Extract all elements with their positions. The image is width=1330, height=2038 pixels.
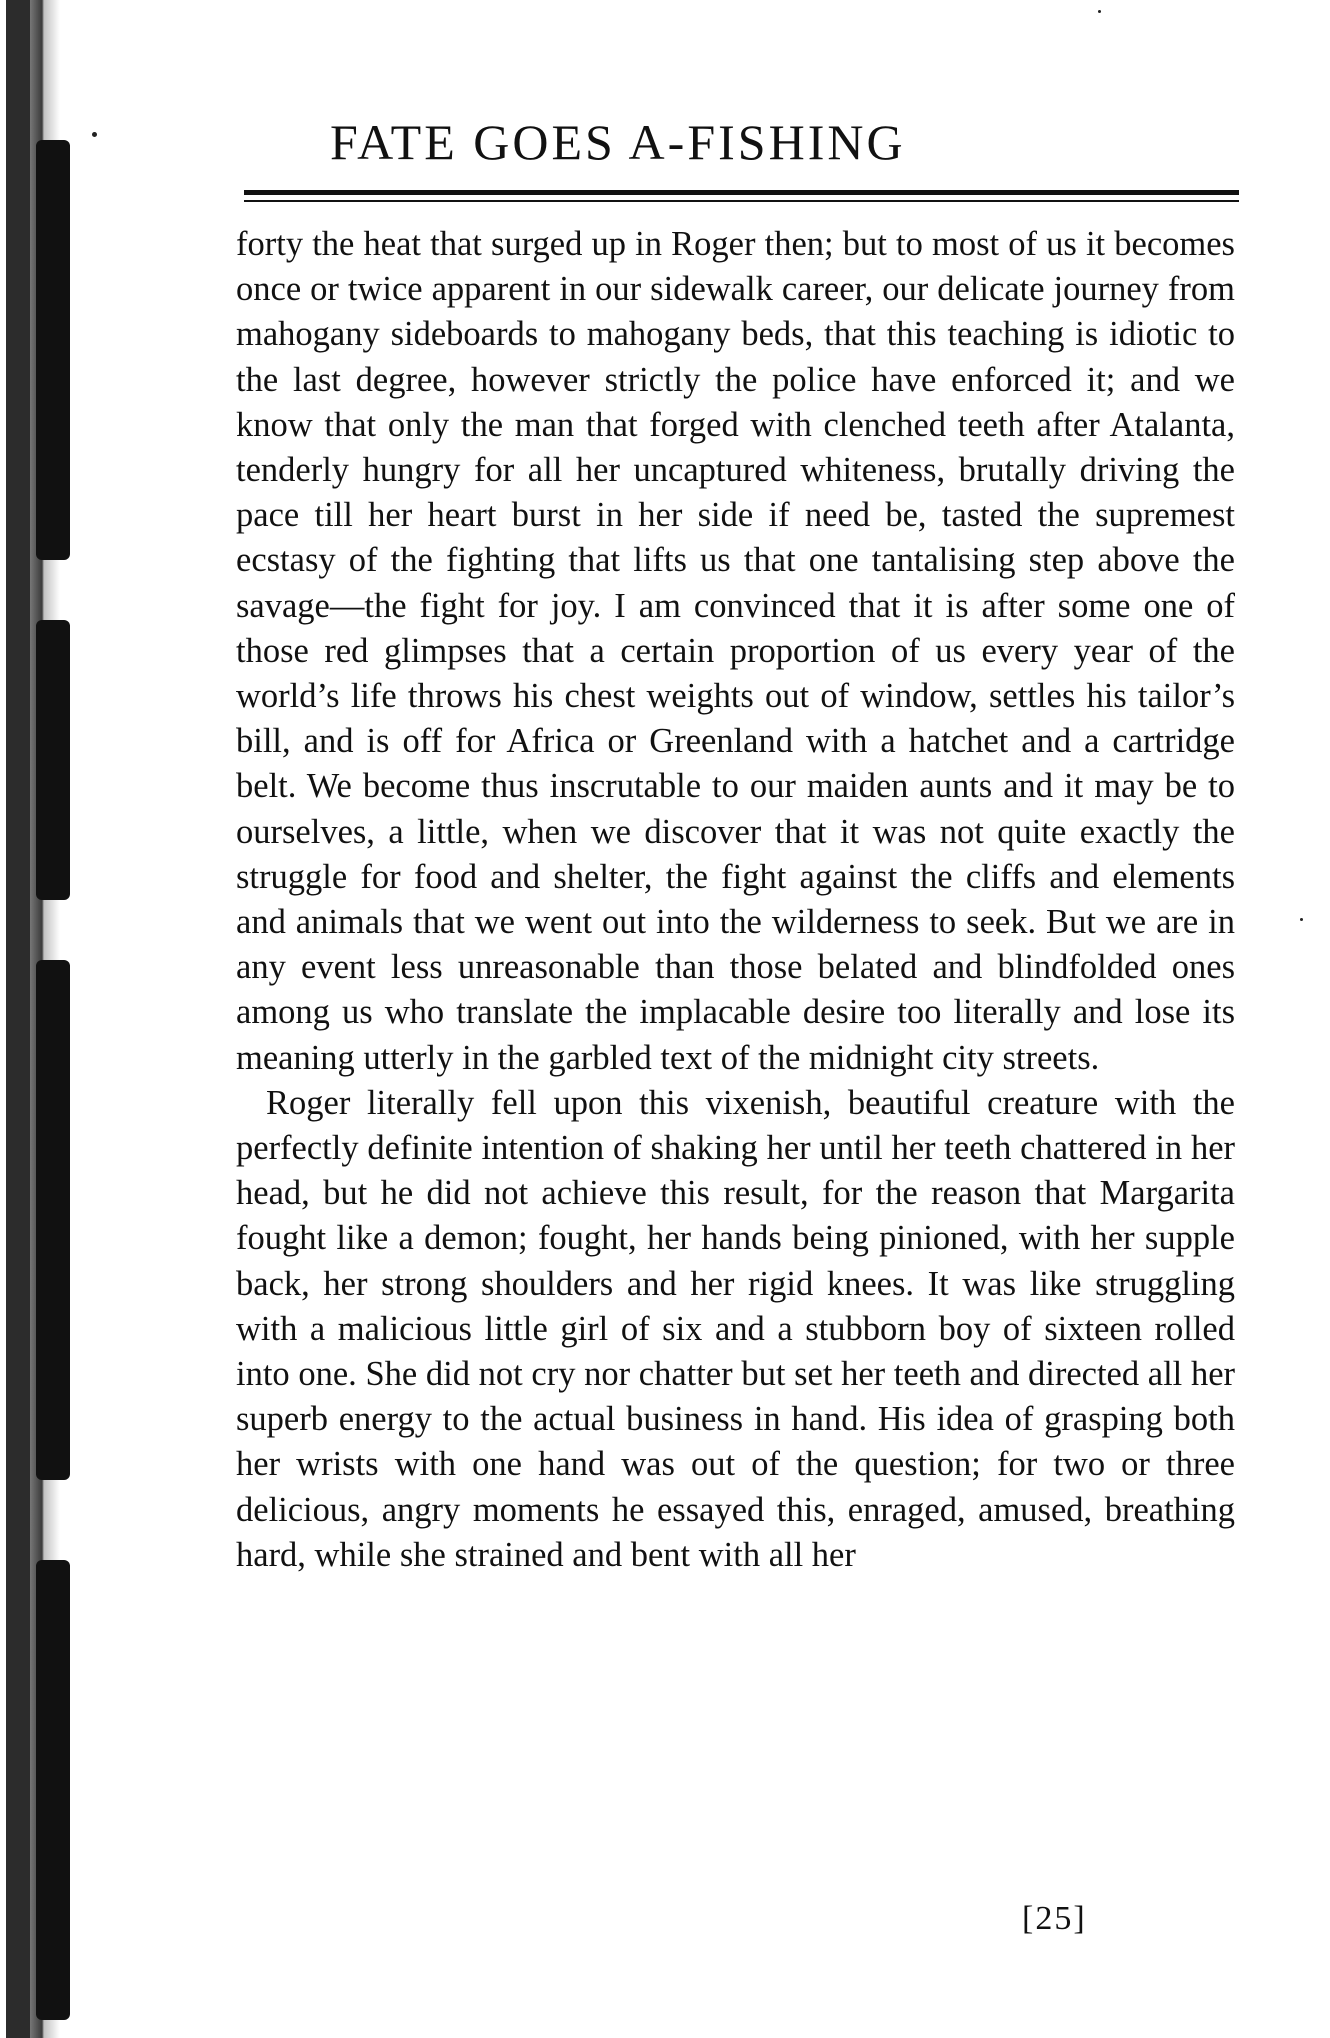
- paragraph: forty the heat that surged up in Roger then; but to most of us it becomes once or twice apparent in our sidewalk career, our delicate journey from mahogany sideboards to mahogany beds, that this teaching is idiotic to the last degree, however strictly the police have enforced it; and we know that only the man that forged with clenched teeth after Atalanta, tenderly hungry for all her uncaptured whiteness, brutally driving the pace till her heart burst in her side if need be, tasted the supremest ecstasy of the fighting that lifts us that one tantalising step above the savage—the fight for joy. I am convinced that it is after some one of those red glimpses that a certain proportion of us every year of the world’s life throws his chest weights out of window, settles his tailor’s bill, and is off for Africa or Greenland with a hatchet and a cartridge belt. We become thus inscrutable to our maiden aunts and it may be to ourselves, a little, when we discover that it was not quite exactly the struggle for food and shelter, the fight against the cliffs and elements and animals that we went out into the wilderness to seek. But we are in any event less unreasonable than those belated and blindfolded ones among us who translate the implacable desire too literally and lose its meaning utterly in the garbled text of the midnight city streets.: [236, 225, 1235, 1077]
- paragraph: Roger literally fell upon this vixenish, beautiful creature with the perfectly definite intention of shaking her until her teeth chattered in her head, but he did not achieve this result, for the reason that Margarita fought like a demon; fought, her hands being pinioned, with her supple back, her strong shoulders and her rigid knees. It was like struggling with a malicious little girl of six and a stubborn boy of sixteen rolled into one. She did not cry nor chatter but set her teeth and directed all her superb energy to the actual business in hand. His idea of grasping both her wrists with one hand was out of the question; for two or three delicious, angry moments he essayed this, enraged, amused, breathing hard, while she strained and bent with all her: [236, 1083, 1235, 1574]
- header-rule-thin: [244, 200, 1239, 202]
- binding-shadow: [36, 960, 70, 1480]
- binding-shadow: [36, 620, 70, 900]
- body-text: [236, 222, 1235, 1578]
- ink-speck: [92, 132, 97, 137]
- header-rule: [244, 190, 1239, 195]
- running-head: FATE GOES A-FISHING: [330, 114, 906, 170]
- ink-speck: [1300, 918, 1303, 921]
- page-number: [25]: [1022, 1900, 1087, 1937]
- binding-shadow: [36, 1560, 70, 2020]
- ink-speck: [1098, 10, 1101, 13]
- binding-shadow: [36, 140, 70, 560]
